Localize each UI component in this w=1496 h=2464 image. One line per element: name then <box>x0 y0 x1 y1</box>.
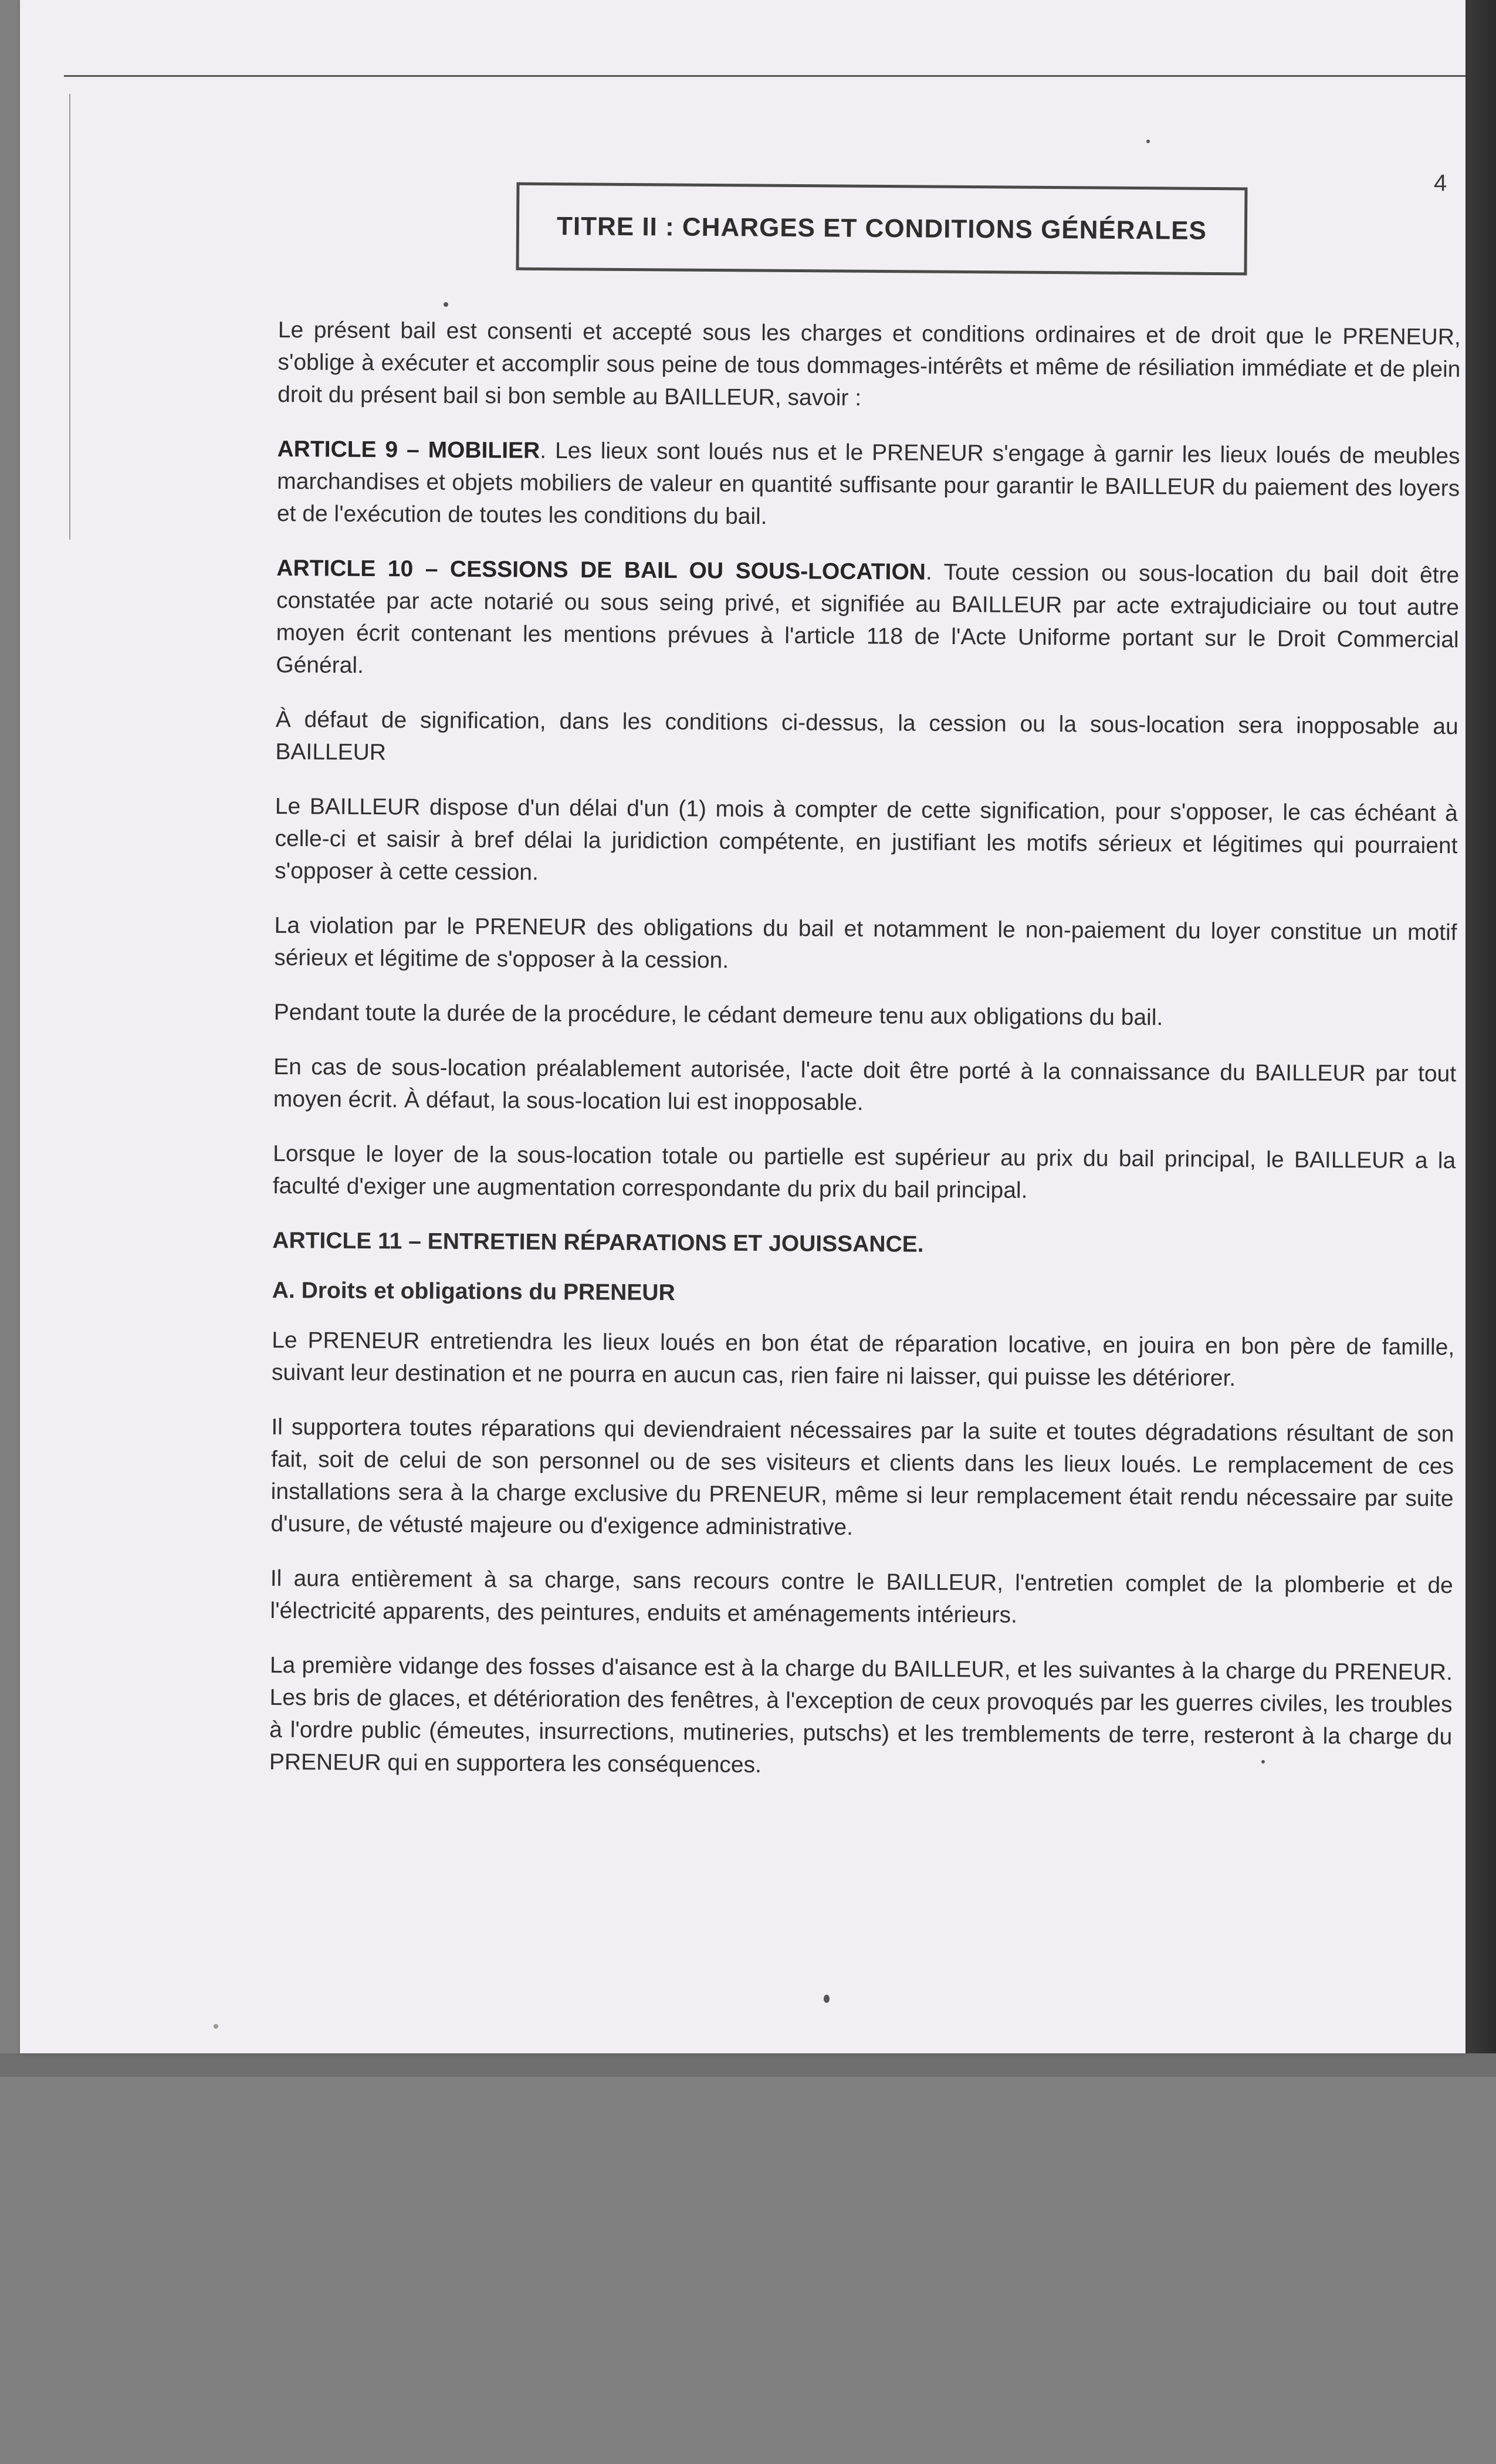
article-11-paragraph: La première vidange des fosses d'aisance est à la charge du BAILLEUR, et les suivantes à la charge du PRENEUR. Les bris de glaces, et détérioration des fenêtres, à l'exception de ceux provoqués par les guerres civiles, les troubles à l'ordre public (émeutes, insurrections, mutineries, putschs) et les tremblements de terre, resteront à la charge du PRENEUR qui en supportera les conséquences. <box>269 1652 1453 1778</box>
article-10-text: . Toute cession ou sous-location du bail doit être constatée par acte notarié ou sous seing privé, et signifiée au BAILLEUR par acte extrajudiciaire ou tout autre moyen écrit contenant les mentions prévues à l'article 118 de l'Acte Uniforme portant sur le Droit Commercial Général. <box>276 559 1460 678</box>
article-10-paragraph: Pendant toute la durée de la procédure, le cédant demeure tenu aux obligations du bail. <box>273 999 1163 1031</box>
article-11-paragraph: Il aura entièrement à sa charge, sans recours contre le BAILLEUR, l'entretien complet de la plomberie et de l'électricité apparents, des peintures, enduits et aménagements intérieurs. <box>270 1565 1453 1628</box>
header-rule <box>64 75 1465 77</box>
page-number: 4 <box>1434 170 1447 196</box>
scanner-background <box>0 2053 1496 2077</box>
article-10-paragraph: Lorsque le loyer de la sous-location totale ou partielle est supérieur au prix du bail principal, le BAILLEUR a la faculté d'exiger une augmentation correspondante du prix du bail principal. <box>272 1140 1456 1203</box>
article-9 <box>277 433 1460 537</box>
document-body <box>269 314 1461 1808</box>
intro-paragraph: Le présent bail est consenti et accepté sous les charges et conditions ordinaires et de droit que le PRENEUR, s'oblige à exécuter et accomplir sous peine de tous dommages-intérêts et même de résiliation immédiate et de plein droit du présent bail si bon semble au BAILLEUR, savoir : <box>277 317 1461 411</box>
scan-speck <box>824 1995 830 2003</box>
article-11-paragraph: Il supportera toutes réparations qui deviendraient nécessaires par la suite et toutes dégradations résultant de son fait, soit de celui de son personnel ou de ses visiteurs et clients dans les lieux loués. Le remplacement de ces installations sera à la charge exclusive du PRENEUR, même si leur remplacement était rendu nécessaire par suite d'usure, de vétusté majeure ou d'exigence administrative. <box>270 1414 1454 1541</box>
scan-speck <box>444 302 448 307</box>
scan-speck <box>214 2024 218 2029</box>
article-11-subheading: A. Droits et obligations du PRENEUR <box>272 1277 675 1306</box>
section-title: TITRE II : CHARGES ET CONDITIONS GÉNÉRALES <box>556 212 1207 245</box>
article-11-heading: ARTICLE 11 – ENTRETIEN RÉPARATIONS ET JOUISSANCE. <box>272 1227 924 1257</box>
article-9-heading: ARTICLE 9 – MOBILIER <box>277 436 540 463</box>
article-9-text: . Les lieux sont loués nus et le PRENEUR s'engage à garnir les lieux loués de meubles marchandises et objets mobiliers de valeur en quantité suffisante pour garantir le BAILLEUR du paiement des loyers et de l'exécution de toutes les conditions du bail. <box>276 438 1460 530</box>
article-10-paragraph: Le BAILLEUR dispose d'un délai d'un (1) mois à compter de cette signification, pour s'opposer, le cas échéant à celle-ci et saisir à bref délai la juridiction compétente, en justifiant les motifs sérieux et légitimes qui pourraient s'opposer à cette cession. <box>275 793 1458 885</box>
margin-rule <box>69 94 70 540</box>
article-10 <box>276 552 1459 688</box>
article-11-paragraph: Le PRENEUR entretiendra les lieux loués en bon état de réparation locative, en jouira en bon père de famille, suivant leur destination et ne pourra en aucun cas, rien faire ni laisser, qui puisse les détériorer. <box>271 1327 1455 1392</box>
scan-speck <box>1261 1760 1265 1764</box>
section-title-box <box>516 182 1247 276</box>
scan-speck <box>1146 140 1150 143</box>
article-10-paragraph: La violation par le PRENEUR des obligations du bail et notamment le non-paiement du loyer constitue un motif sérieux et légitime de s'opposer à la cession. <box>274 912 1457 973</box>
scanner-edge <box>1465 0 1496 2077</box>
article-10-paragraph: En cas de sous-location préalablement autorisée, l'acte doit être porté à la connaissance du BAILLEUR par tout moyen écrit. À défaut, la sous-location lui est inopposable. <box>273 1054 1457 1116</box>
article-10-paragraph: À défaut de signification, dans les conditions ci-dessus, la cession ou la sous-location sera inopposable au BAILLEUR <box>275 706 1458 766</box>
document-page <box>20 0 1465 2053</box>
article-10-heading: ARTICLE 10 – CESSIONS DE BAIL OU SOUS-LOCATION <box>276 555 926 585</box>
